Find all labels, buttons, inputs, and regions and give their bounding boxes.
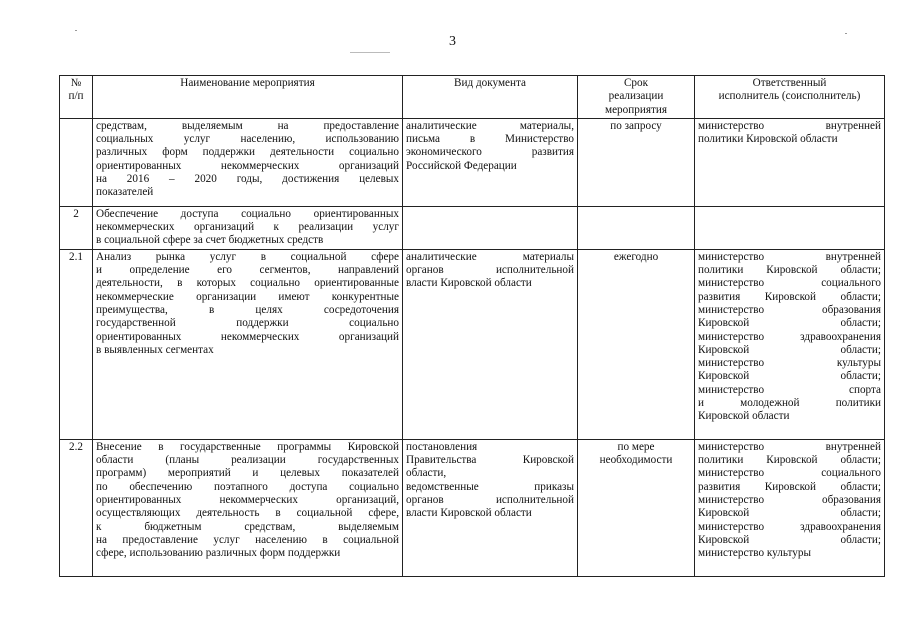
row-number: 2.1 (60, 249, 93, 439)
scan-speck (75, 30, 77, 31)
table-row (60, 206, 885, 249)
cell-line: аналитические материалы, (406, 119, 574, 132)
cell-line: власти Кировской области (406, 277, 532, 290)
cell-line: ориентированных некоммерческих организаций, (96, 493, 399, 506)
cell-line: Правительства Кировской (406, 454, 574, 467)
cell-line: некоммерческие организации имеют конкурентные (96, 290, 399, 303)
row-number: 2.2 (60, 439, 93, 576)
measure-name (93, 206, 403, 249)
cell-line: области, (406, 467, 447, 480)
cell-line: политики Кировской области; (698, 264, 881, 277)
cell-line: сфере, использованию различных форм поддержки (96, 547, 341, 560)
cell-line: постановления (406, 440, 478, 453)
responsible-executor (695, 439, 885, 576)
row-number (60, 118, 93, 206)
cell-line: на 2016 – 2020 годы, достижения целевых (96, 173, 399, 186)
document-type (403, 206, 578, 249)
table-header-row (60, 76, 885, 119)
cell-line: министерство образования (698, 493, 881, 506)
table-row (60, 249, 885, 439)
cell-line: в выявленных сегментах (96, 343, 214, 356)
cell-line: Кировской области; (698, 507, 881, 520)
cell-line: к бюджетным средствам, выделяемым (96, 520, 399, 533)
measure-name (93, 118, 403, 206)
cell-line: Анализ рынка услуг в социальной сфере (96, 250, 399, 263)
cell-line: государственной поддержки социально (96, 317, 399, 330)
cell-line: органов исполнительной (406, 264, 574, 277)
page-number: 3 (449, 34, 456, 49)
cell-line: в социальной сфере за счет бюджетных средств (96, 234, 324, 247)
header-doc: Вид документа (403, 76, 578, 119)
cell-line: программ) мероприятий и целевых показателей (96, 467, 399, 480)
responsible-executor (695, 118, 885, 206)
cell-line: некоммерческих организаций к реализации услуг (96, 221, 399, 234)
measure-name (93, 439, 403, 576)
header-name: Наименование мероприятия (93, 76, 403, 119)
cell-line: Кировской области; (698, 370, 881, 383)
cell-line: письма в Министерство (406, 133, 574, 146)
cell-line: Внесение в государственные программы Кировской (96, 440, 399, 453)
scan-speck (845, 33, 847, 34)
implementation-term: по запросу (578, 118, 695, 206)
cell-line: министерство образования (698, 303, 881, 316)
cell-line: власти Кировской области (406, 507, 532, 520)
cell-line: министерство социального (698, 467, 881, 480)
cell-line: различных форм поддержки деятельности социально (96, 146, 399, 159)
cell-line: социальных услуг населению, использованию (96, 133, 399, 146)
cell-line: ориентированных некоммерческих организаций (96, 330, 399, 343)
table-row (60, 118, 885, 206)
implementation-term: ежегодно (578, 249, 695, 439)
cell-line: и определение его сегментов, направлений (96, 264, 399, 277)
cell-line: министерство спорта (698, 383, 881, 396)
cell-line: по обеспечению поэтапного доступа социально (96, 480, 399, 493)
cell-line: политики Кировской области (698, 133, 838, 146)
cell-line: министерство внутренней (698, 440, 881, 453)
row-number: 2 (60, 206, 93, 249)
document-type (403, 118, 578, 206)
table-row (60, 439, 885, 576)
measures-table (59, 75, 885, 577)
cell-line: Обеспечение доступа социально ориентированных (96, 207, 399, 220)
cell-line: ведомственные приказы (406, 480, 574, 493)
cell-line: на предоставление услуг населению в социальной (96, 533, 399, 546)
scan-speck (350, 52, 390, 53)
cell-line: развития Кировской области; (698, 290, 881, 303)
cell-line: деятельности, в которых социально ориентированные (96, 277, 399, 290)
cell-line: министерство культуры (698, 357, 881, 370)
cell-line: министерство внутренней (698, 119, 881, 132)
cell-line: органов исполнительной (406, 493, 574, 506)
responsible-executor (695, 249, 885, 439)
document-type (403, 249, 578, 439)
cell-line: экономического развития (406, 146, 574, 159)
implementation-term: по мере необходимости (578, 439, 695, 576)
cell-line: развития Кировской области; (698, 480, 881, 493)
header-num: № п/п (60, 76, 93, 119)
cell-line: политики Кировской области; (698, 454, 881, 467)
cell-line: министерство здравоохранения (698, 330, 881, 343)
cell-line: показателей (96, 186, 154, 199)
cell-line: министерство здравоохранения (698, 520, 881, 533)
measure-name (93, 249, 403, 439)
cell-line: министерство социального (698, 277, 881, 290)
cell-line: министерство культуры (698, 547, 811, 560)
document-type (403, 439, 578, 576)
cell-line: Кировской области; (698, 317, 881, 330)
cell-line: аналитические материалы (406, 250, 574, 263)
cell-line: и молодежной политики (698, 397, 881, 410)
cell-line: преимущества, в целях сосредоточения (96, 303, 399, 316)
header-term: Срок реализации мероприятия (578, 76, 695, 119)
cell-line: средствам, выделяемым на предоставление (96, 119, 399, 132)
cell-line: осуществляющих деятельность в социальной сфере, (96, 507, 399, 520)
cell-line: Кировской области; (698, 343, 881, 356)
cell-line: области (планы реализации государственных (96, 454, 399, 467)
cell-line: Кировской области; (698, 533, 881, 546)
responsible-executor (695, 206, 885, 249)
cell-line: ориентированных некоммерческих организаций (96, 159, 399, 172)
implementation-term (578, 206, 695, 249)
cell-line: Кировской области (698, 410, 790, 423)
cell-line: министерство внутренней (698, 250, 881, 263)
cell-line: Российской Федерации (406, 159, 517, 172)
header-resp: Ответственный исполнитель (соисполнитель) (695, 76, 885, 119)
